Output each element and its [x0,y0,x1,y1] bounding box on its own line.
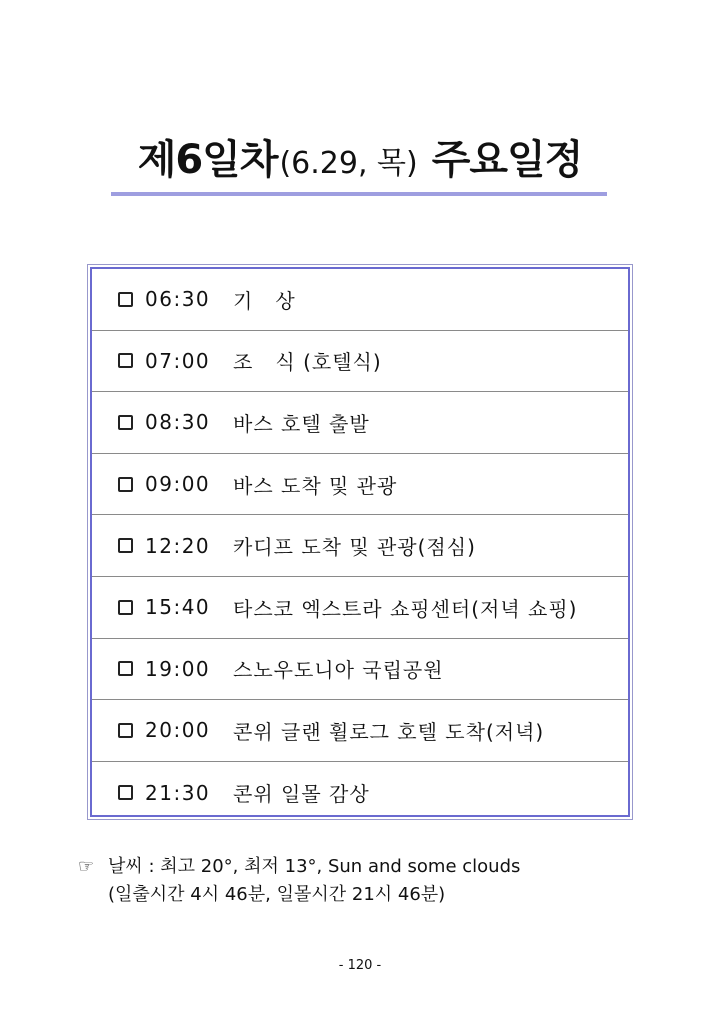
schedule-time: 21:30 [145,780,211,805]
schedule-item [92,762,628,824]
checkbox-icon [118,353,133,368]
weather-note [78,853,520,909]
schedule-desc: 타스코 엑스트라 쇼핑센터(저녁 쇼핑) [233,596,578,621]
schedule-item [92,639,628,701]
pointing-hand-icon: ☞ [78,856,95,877]
schedule-desc: 스노우도니아 국립공원 [233,658,444,683]
schedule-item [92,577,628,639]
checkbox-icon [118,785,133,800]
checkbox-icon [118,600,133,615]
schedule-desc: 콘위 일몰 감상 [233,782,370,807]
schedule-desc: 카디프 도착 및 관광(점심) [233,535,476,560]
weather-text: 날씨 : 최고 20°, 최저 13°, Sun and some clouds [108,856,521,877]
checkbox-icon [118,723,133,738]
schedule-time: 19:00 [145,656,211,681]
schedule-item [92,515,628,577]
checkbox-icon [118,292,133,307]
title-date: (6.29, 목) [279,146,418,181]
schedule-item [92,700,628,762]
page-number: - 120 - [338,958,382,973]
schedule-item [92,392,628,454]
schedule-desc: 조 식 (호텔식) [233,350,382,375]
schedule-time: 15:40 [145,595,211,620]
schedule-time: 08:30 [145,410,211,435]
schedule-desc: 바스 도착 및 관광 [233,473,398,498]
schedule-time: 09:00 [145,472,211,497]
schedule-desc: 바스 호텔 출발 [233,411,370,436]
schedule-time: 20:00 [145,718,211,743]
schedule-time: 06:30 [145,287,211,312]
schedule-item [92,331,628,393]
checkbox-icon [118,477,133,492]
sun-times: (일출시간 4시 46분, 일몰시간 21시 46분) [108,884,446,905]
schedule-desc: 콘위 글랜 휠로그 호텔 도착(저녁) [233,719,545,744]
checkbox-icon [118,415,133,430]
schedule-item [92,454,628,516]
schedule-item [92,269,628,331]
schedule-list [90,267,630,817]
checkbox-icon [118,538,133,553]
schedule-box [87,264,633,820]
title-subject: 주요일정 [431,137,583,183]
schedule-desc: 기 상 [233,288,296,313]
weather-line-1 [78,853,520,881]
checkbox-icon [118,661,133,676]
page-title [0,128,720,185]
title-day: 제6일차 [137,137,278,183]
schedule-time: 12:20 [145,533,211,558]
schedule-time: 07:00 [145,348,211,373]
title-underline [111,192,607,196]
